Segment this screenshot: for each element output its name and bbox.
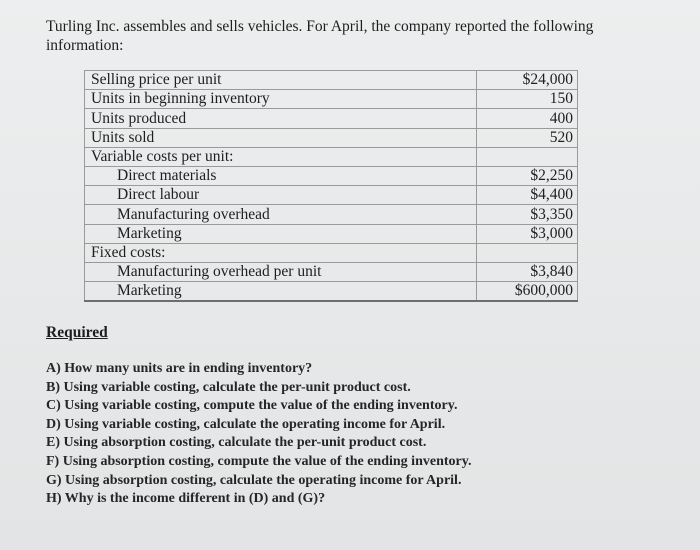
- table-row: [85, 282, 578, 302]
- question-item: H) Why is the income different in (D) and (G)?: [46, 491, 326, 507]
- row-label: Manufacturing overhead: [85, 205, 477, 224]
- question-item: D) Using variable costing, calculate the operating income for April.: [46, 416, 446, 432]
- row-label: Selling price per unit: [85, 71, 477, 90]
- row-label: Direct labour: [85, 186, 477, 205]
- row-value: 150: [477, 90, 578, 109]
- table-row: [85, 224, 578, 243]
- table-row: [85, 109, 578, 128]
- row-value: $600,000: [477, 282, 578, 302]
- question-item: B) Using variable costing, calculate the per-unit product cost.: [46, 379, 411, 395]
- row-label: Units in beginning inventory: [85, 90, 477, 109]
- question-item: F) Using absorption costing, compute the value of the ending inventory.: [46, 453, 472, 469]
- row-label: Units sold: [85, 128, 477, 147]
- cost-data-table: [84, 70, 578, 302]
- row-value: $3,000: [477, 224, 578, 243]
- required-heading: Required: [46, 324, 108, 341]
- table-row: [85, 262, 578, 281]
- row-label: Manufacturing overhead per unit: [85, 262, 477, 281]
- empty-cell: [477, 243, 578, 262]
- question-item: C) Using variable costing, compute the value of the ending inventory.: [46, 398, 458, 414]
- table-row: [85, 90, 578, 109]
- row-value: $4,400: [477, 186, 578, 205]
- row-label: Units produced: [85, 109, 477, 128]
- row-value: 400: [477, 109, 578, 128]
- table-row: [85, 147, 578, 166]
- question-item: A) How many units are in ending inventory?: [46, 361, 313, 376]
- row-label: Direct materials: [85, 166, 477, 185]
- row-label: Marketing: [85, 224, 477, 243]
- table-row: [85, 166, 578, 185]
- table-row: [85, 186, 578, 205]
- question-list: [46, 360, 471, 509]
- row-value: $2,250: [477, 166, 578, 185]
- section-header-fixed: Fixed costs:: [85, 243, 477, 262]
- question-item: E) Using absorption costing, calculate the per-unit product cost.: [46, 435, 427, 451]
- table-row: [85, 205, 578, 224]
- section-header-variable: Variable costs per unit:: [85, 147, 477, 166]
- table-row: [85, 128, 578, 147]
- table-row: [85, 243, 578, 262]
- row-value: $3,840: [477, 262, 578, 281]
- row-value: $24,000: [477, 71, 578, 90]
- intro-paragraph: Turling Inc. assembles and sells vehicles. For April, the company reported the following information:: [46, 18, 594, 54]
- empty-cell: [477, 147, 578, 166]
- row-value: 520: [477, 128, 578, 147]
- question-item: G) Using absorption costing, calculate the operating income for April.: [46, 472, 462, 488]
- row-label: Marketing: [85, 282, 477, 302]
- row-value: $3,350: [477, 205, 578, 224]
- table-row: [85, 71, 578, 90]
